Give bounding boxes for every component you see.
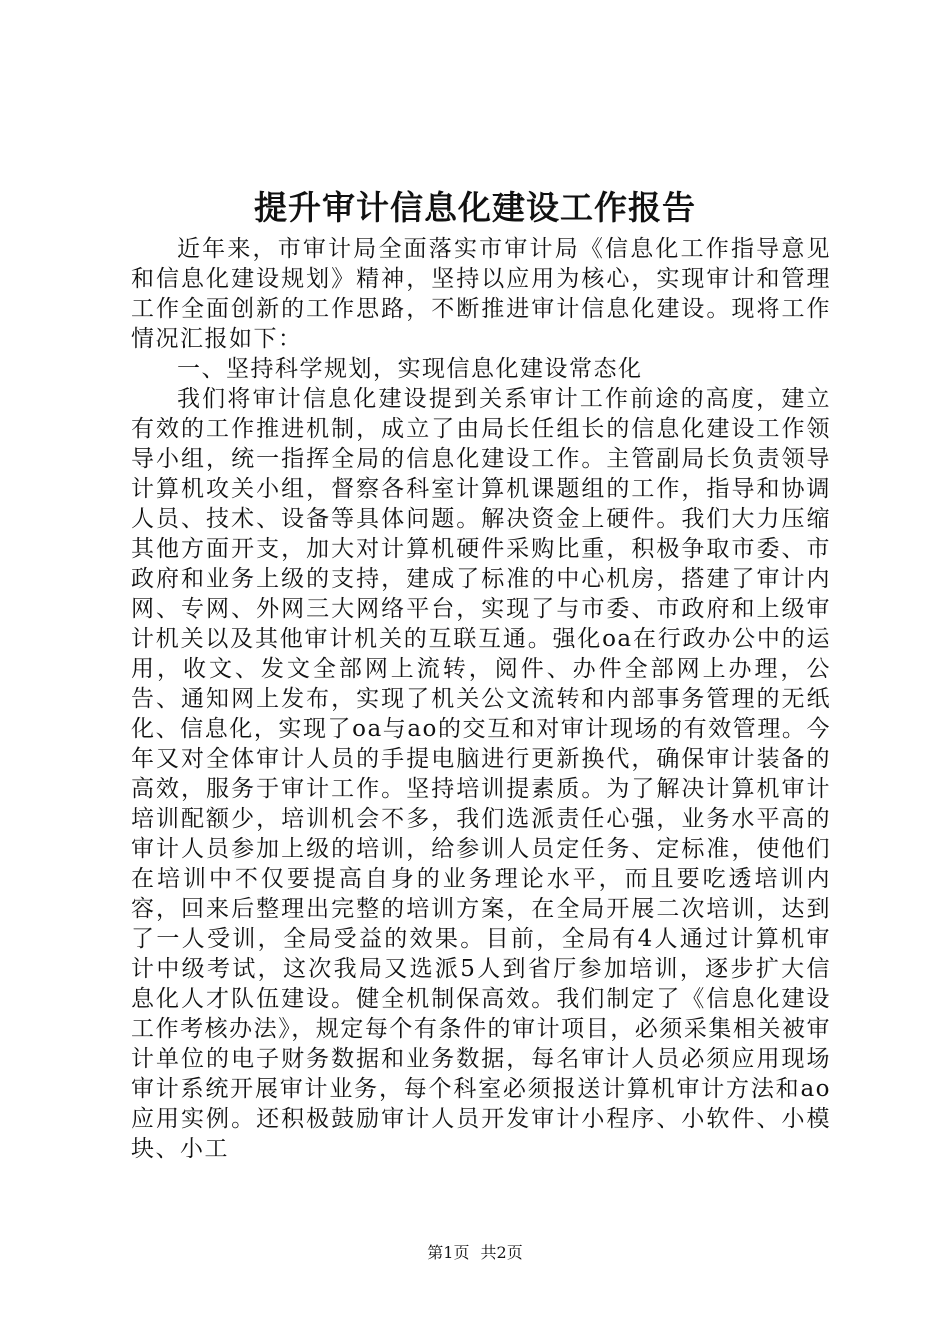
section-heading-1: 一、坚持科学规划，实现信息化建设常态化 [177, 356, 643, 382]
document-title: 提升审计信息化建设工作报告 [254, 188, 696, 227]
body-paragraph: 我们将审计信息化建设提到关系审计工作前途的高度，建立有效的工作推进机制，成立了由局长任组长的信息化建设工作领导小组，统一指挥全局的信息化建设工作。主管副局长负责领导计算机攻关小组，督察各科室计算机课题组的工作，指导和协调人员、技术、设备等具体问题。解决资金上硬件。我们大力压缩其他方面开支，加大对计算机硬件采购比重，积极争取市委、市政府和业务上级的支持，建成了标准的中心机房，搭建了审计内网、专网、外网三大网络平台，实现了与市委、市政府和上级审计机关以及其他审计机关的互联互通。强化oa在行政办公中的运用，收文、发文全部网上流转，阅件、办件全部网上办理，公告、通知网上发布，实现了机关公文流转和内部事务管理的无纸化、信息化，实现了oa与ao的交互和对审计现场的有效管理。今年又对全体审计人员的手提电脑进行更新换代，确保审计装备的高效，服务于审计工作。坚持培训提素质。为了解决计算机审计培训配额少，培训机会不多，我们选派责任心强，业务水平高的审计人员参加上级的培训，给参训人员定任务、定标准，使他们在培训中不仅要提高自身的业务理论水平，而且要吃透培训内容，回来后整理出完整的培训方案，在全局开展二次培训，达到了一人受训，全局受益的效果。目前，全局有4人通过计算机审计中级考试，这次我局又选派5人到省厅参加培训，逐步扩大信息化人才队伍建设。健全机制保高效。我们制定了《信息化建设工作考核办法》，规定每个有条件的审计项目，必须采集相关被审计单位的电子财务数据和业务数据，每名审计人员必须应用现场审计系统开展审计业务，每个科室必须报送计算机审计方法和ao应用实例。还积极鼓励审计人员开发审计小程序、小软件、小模块、小工 [131, 386, 831, 1162]
page-number: 第1页 [427, 1243, 470, 1262]
document-body [131, 234, 831, 1164]
intro-paragraph: 近年来，市审计局全面落实市审计局《信息化工作指导意见和信息化建设规划》精神，坚持以应用为核心，实现审计和管理工作全面创新的工作思路，不断推进审计信息化建设。现将工作情况汇报如下： [131, 236, 831, 352]
page-total: 共2页 [480, 1243, 523, 1262]
page-footer [0, 1243, 950, 1263]
